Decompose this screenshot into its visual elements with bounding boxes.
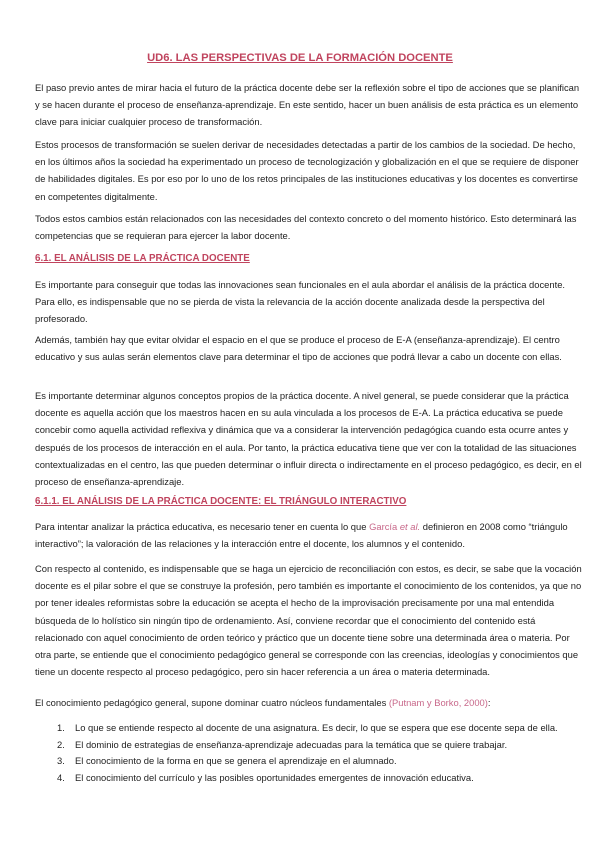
section-6-1-1-paragraph-1 <box>35 518 583 552</box>
list-item-text: Lo que se entiende respecto al docente de una asignatura. Es decir, lo que se espera que ese docente sepa de ella. <box>75 722 558 733</box>
citation-et-al: et al. <box>399 521 421 532</box>
paragraph-text: Para intentar analizar la práctica educativa, es necesario tener en cuenta lo que <box>35 521 370 532</box>
list-item-number: 4. <box>57 771 65 783</box>
paragraph-text: : <box>487 697 491 708</box>
list-item <box>0 753 600 770</box>
list-item-text: El conocimiento de la forma en que se genera el aprendizaje en el alumnado. <box>75 755 397 767</box>
paragraph-text: definieron en 2008 como “triángulo interactivo”; la valoración de las relaciones y la interacción entre el docente, los alumnos y el contenido. <box>35 521 568 550</box>
list-item-text: El dominio de estrategias de enseñanza-aprendizaje adecuadas para la temática que se quiere trabajar. <box>75 738 508 750</box>
list-item-number: 1. <box>57 722 65 733</box>
list-item <box>0 720 600 737</box>
section-6-1-1-paragraph-2: Con respecto al contenido, es indispensable que se haga un ejercicio de reconciliación con estos, es decir, se sabe que la vocación docente es el pilar sobre el que se construye la profesión, pero también es importante el conocimiento de los contenidos, ya que no por tener ideales reformistas sobre la educación se acepta el hecho de la improvisación precisamente por una mal entendida búsqueda de lo holístico sin ningún tipo de ordenamiento. Así, conviene recordar que el conocimiento del contenido está relacionado con aquel conocimiento de orden teórico y práctico que un docente tiene sobre una determinada área o materia. Por otra parte, se entiende que el conocimiento pedagógico general se corresponde con las creencias, ideologías y conocimientos que tiene un docente respecto al proceso pedagógico, pero sin hacer referencia a un área o materia determinada. <box>35 563 582 678</box>
list-item-number: 2. <box>57 738 65 750</box>
citation-putnam-borko: (Putnam y Borko, 2000) <box>388 697 488 708</box>
citation-garcia <box>369 521 420 532</box>
core-knowledge-list <box>0 720 600 786</box>
section-6-1-1-paragraph-3 <box>35 694 583 711</box>
list-item-text: El conocimiento del currículo y las posibles oportunidades emergentes de innovación educativa. <box>75 771 474 783</box>
intro-paragraph-1: El paso previo antes de mirar hacia el futuro de la práctica docente debe ser la reflexión sobre el tipo de acciones que se planifican y se hacen durante el proceso de enseñanza-aprendizaje. En este sentido, hacer un buen análisis de esta práctica es un elemento clave para iniciar cualquier proceso de transformación. <box>35 82 580 128</box>
list-item-number: 3. <box>57 755 65 767</box>
intro-paragraph-2: Estos procesos de transformación se suelen derivar de necesidades detectadas a partir de los cambios de la sociedad. De hecho, en los últimos años la sociedad ha experimentado un proceso de tecnologización y globalización en el que se requiere de disponer de habilidades digitales. Es por eso por lo uno de los retos principales de las instituciones educativas y los docentes es convertirse en competentes digitalmente. <box>35 139 579 202</box>
citation-author: García <box>369 521 400 532</box>
list-item <box>0 770 600 787</box>
section-6-1-paragraph-2: Además, también hay que evitar olvidar el espacio en el que se produce el proceso de E-A (enseñanza-aprendizaje). El centro educativo y sus aulas serán elementos clave para determinar el tipo de acciones que podrá llevar a cabo un docente con ellas. <box>35 334 562 363</box>
list-item <box>0 737 600 754</box>
document-title: UD6. LAS PERSPECTIVAS DE LA FORMACIÓN DOCENTE <box>147 52 453 64</box>
section-6-1-paragraph-3: Es importante determinar algunos conceptos propios de la práctica docente. A nivel general, se puede considerar que la práctica docente es aquella acción que los maestros hacen en su aula vinculada a los procesos de E-A. La práctica educativa se puede concebir como aquella actividad reflexiva y dinámica que va a considerar la intervención pedagógica cuando esta ocurre antes y después de los procesos de interacción en el aula. Por tanto, la práctica educativa tiene que ver con la totalidad de las situaciones contextualizadas en el centro, las que pueden determinar o influir directa o indirectamente en el proceso pedagógico, es decir, en el proceso de enseñanza-aprendizaje. <box>35 390 582 488</box>
paragraph-text: El conocimiento pedagógico general, supone dominar cuatro núcleos fundamentales <box>35 697 389 708</box>
section-heading-6-1-1: 6.1.1. EL ANÁLISIS DE LA PRÁCTICA DOCENTE: EL TRIÁNGULO INTERACTIVO <box>35 496 407 507</box>
intro-paragraph-3: Todos estos cambios están relacionados con las necesidades del contexto concreto o del momento histórico. Esto determinará las competencias que se requieran para ejercer la labor docente. <box>35 213 577 242</box>
section-heading-6-1: 6.1. EL ANÁLISIS DE LA PRÁCTICA DOCENTE <box>35 253 250 264</box>
section-6-1-paragraph-1: Es importante para conseguir que todas las innovaciones sean funcionales en el aula abordar el análisis de la práctica docente. Para ello, es indispensable que no se pierda de vista la relevancia de la acción docente analizada desde la perspectiva del profesorado. <box>35 279 566 325</box>
